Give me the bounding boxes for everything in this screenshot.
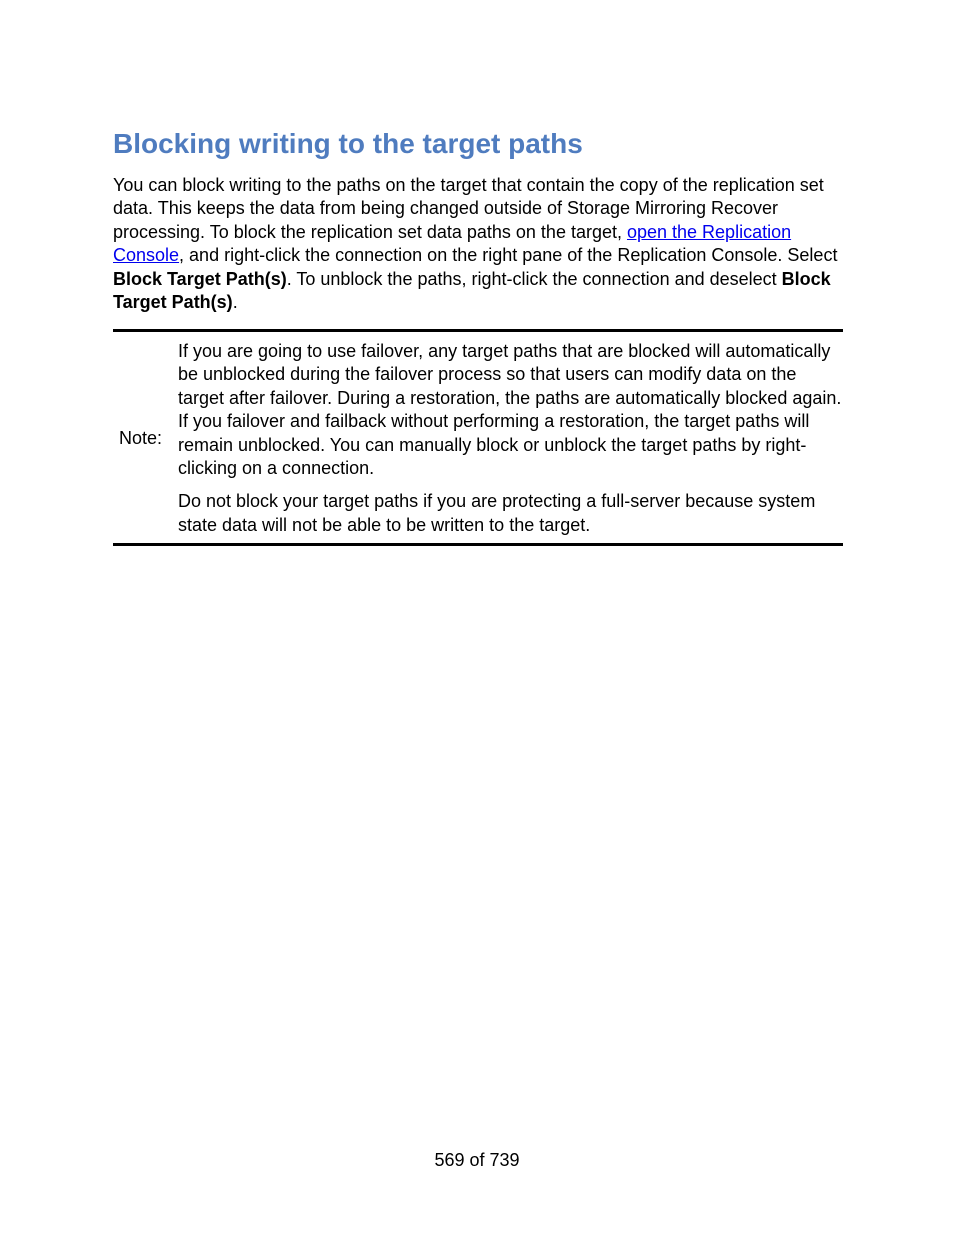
- note-body: [178, 340, 843, 537]
- intro-text-4: .: [232, 292, 238, 313]
- note-paragraph-failover: If you are going to use failover, any target paths that are blocked will automatically be unblocked during the failover process so that users can modify data on the target after failover. During a restoration, the paths are automatically blocked again. If you failover and failback without performing a restoration, the target paths will remain unblocked. You can manually block or unblock the target paths by right-clicking on a connection.: [178, 341, 842, 479]
- intro-text-3: . To unblock the paths, right-click the connection and deselect: [286, 268, 782, 289]
- open-replication-console-link[interactable]: open the Replication Console: [113, 221, 792, 266]
- page-title: Blocking writing to the target paths: [113, 128, 583, 159]
- intro-text-2: , and right-click the connection on the right pane of the Replication Console. Select: [179, 245, 838, 266]
- note-paragraph-full-server: Do not block your target paths if you are protecting a full-server because system state data will not be able to be written to the target.: [178, 491, 816, 535]
- note-label: Note:: [119, 428, 163, 448]
- block-target-paths-term: Block Target Path(s): [113, 268, 287, 289]
- intro-paragraph: [113, 174, 848, 314]
- intro-text-1: You can block writing to the paths on the target that contain the copy of the replication set data. This keeps the data from being changed outside of Storage Mirroring Recover processing. To block the replication set data paths on the target,: [113, 175, 824, 242]
- block-target-paths-term-2: Block Target Path(s): [113, 268, 831, 313]
- note-box: [113, 329, 843, 546]
- page-number: 569 of 739: [434, 1150, 520, 1170]
